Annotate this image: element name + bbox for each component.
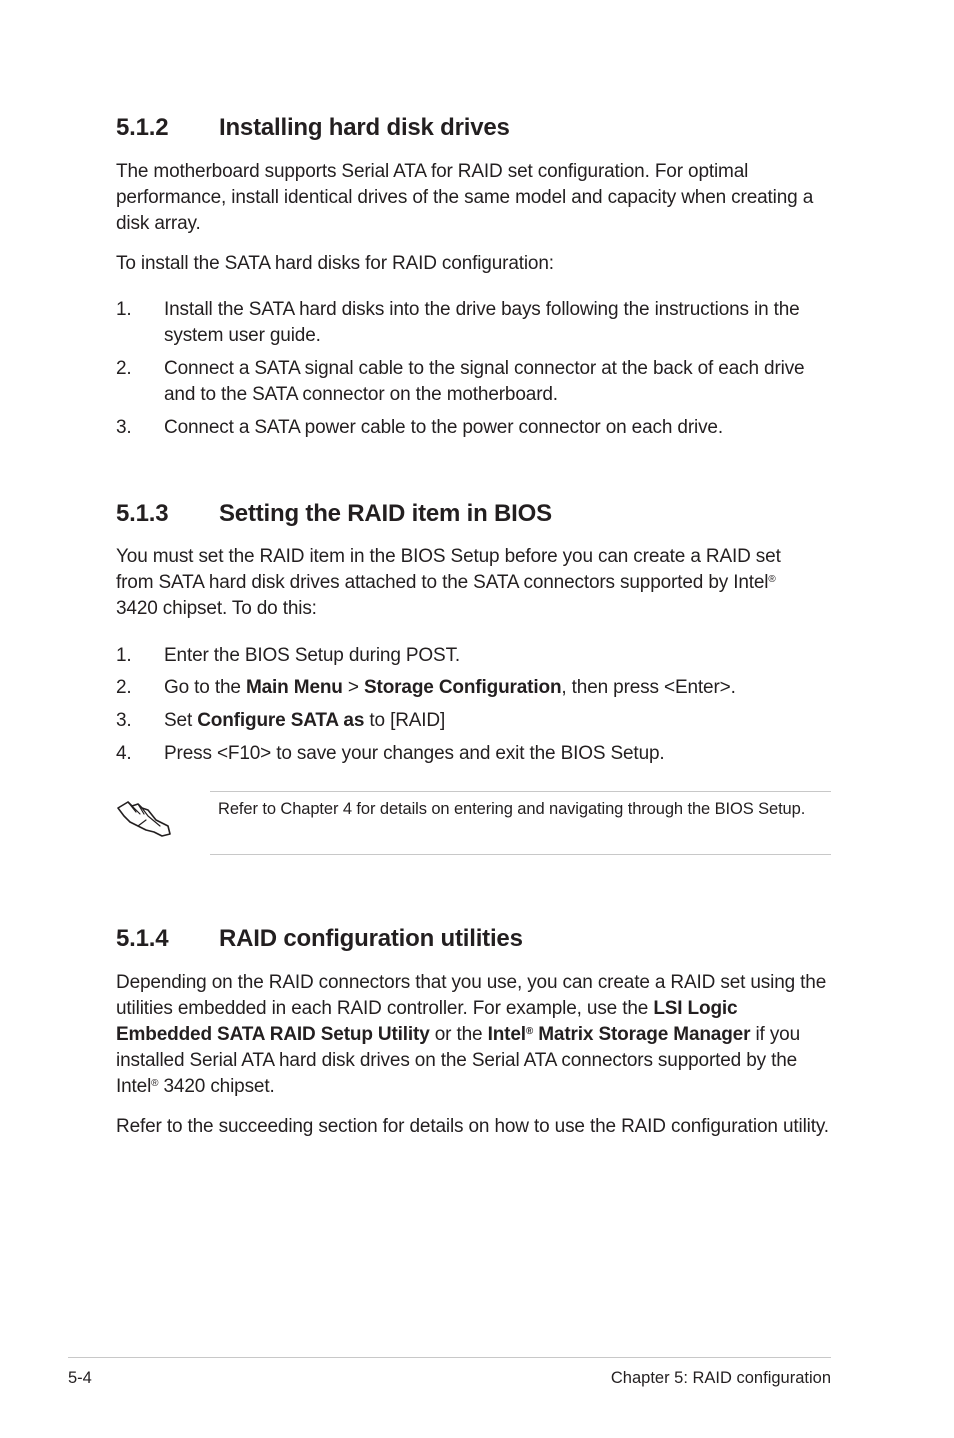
note-top-divider — [210, 791, 831, 792]
list-text-part: to [RAID] — [364, 710, 446, 731]
list-text — [164, 708, 836, 734]
list-text: Install the SATA hard disks into the drive bays following the instructions in the system user guide. — [164, 299, 800, 346]
list-text: Connect a SATA signal cable to the signal connector at the back of each drive and to the SATA connector on the motherboard. — [164, 358, 805, 405]
list-number: 4. — [116, 743, 132, 764]
list-text: Enter the BIOS Setup during POST. — [164, 645, 461, 666]
registered-mark: ® — [525, 1026, 534, 1037]
paragraph: Refer to the succeeding section for details on how to use the RAID configuration utility. — [116, 1116, 829, 1137]
note-bottom-divider — [210, 854, 831, 855]
list-text: Press <F10> to save your changes and exit the BIOS Setup. — [164, 743, 665, 764]
list-number: 3. — [116, 417, 132, 438]
footer-divider — [68, 1357, 831, 1358]
list-number: 2. — [116, 358, 132, 379]
paragraph-text: 3420 chipset. To do this: — [116, 598, 317, 619]
setting-name: Configure SATA as — [197, 710, 365, 731]
paragraph-text: or the — [429, 1024, 488, 1045]
utility-name-part: Intel — [487, 1024, 526, 1045]
paragraph — [116, 970, 836, 1100]
paragraph: To install the SATA hard disks for RAID configuration: — [116, 253, 554, 274]
section-heading-5-1-3 — [116, 500, 552, 528]
list-number: 3. — [116, 710, 132, 731]
list-number: 2. — [116, 677, 132, 698]
paragraph-text: You must set the RAID item in the BIOS Setup before you can create a RAID set from SATA hard disk drives attached to the SATA connectors supported by Intel — [116, 546, 781, 593]
paragraph-text: 3420 chipset. — [158, 1076, 275, 1097]
section-number: 5.1.3 — [116, 500, 169, 527]
page-number: 5-4 — [68, 1369, 92, 1387]
menu-name: Storage Configuration — [364, 677, 562, 698]
list-text: Connect a SATA power cable to the power connector on each drive. — [164, 417, 723, 438]
paragraph — [116, 544, 816, 622]
section-title: RAID configuration utilities — [219, 925, 523, 952]
paragraph: The motherboard supports Serial ATA for RAID set configuration. For optimal performance, install identical drives of the same model and capacity when creating a disk array. — [116, 161, 814, 234]
menu-name: Main Menu — [245, 677, 343, 698]
hand-note-icon — [114, 796, 174, 840]
list-number: 1. — [116, 299, 132, 320]
list-text-part: , then press <Enter>. — [561, 677, 736, 698]
section-heading-5-1-4 — [116, 925, 523, 953]
registered-mark: ® — [768, 574, 776, 585]
list-text-part: > — [342, 677, 364, 698]
note-text: Refer to Chapter 4 for details on entering and navigating through the BIOS Setup. — [218, 800, 806, 818]
chapter-title: Chapter 5: RAID configuration — [610, 1369, 831, 1387]
registered-mark: ® — [151, 1078, 159, 1089]
section-number: 5.1.4 — [116, 925, 169, 952]
section-heading-5-1-2 — [116, 114, 510, 142]
utility-name: LSI Logic Embedded SATA RAID Setup Utility — [116, 998, 738, 1045]
utility-name-part: Matrix Storage Manager — [533, 1024, 751, 1045]
utility-name — [488, 1024, 751, 1045]
list-number: 1. — [116, 645, 132, 666]
list-text — [164, 675, 836, 701]
section-number: 5.1.2 — [116, 114, 169, 141]
paragraph-text: if you installed Serial ATA hard disk drives on the Serial ATA connectors supported by the Intel — [116, 1024, 801, 1097]
section-title: Setting the RAID item in BIOS — [219, 500, 552, 527]
paragraph-text: Depending on the RAID connectors that you use, you can create a RAID set using the utilities embedded in each RAID controller. For example, use the — [116, 972, 827, 1019]
section-title: Installing hard disk drives — [219, 114, 510, 141]
list-text-part: Set — [164, 710, 198, 731]
list-text-part: Go to the — [164, 677, 246, 698]
